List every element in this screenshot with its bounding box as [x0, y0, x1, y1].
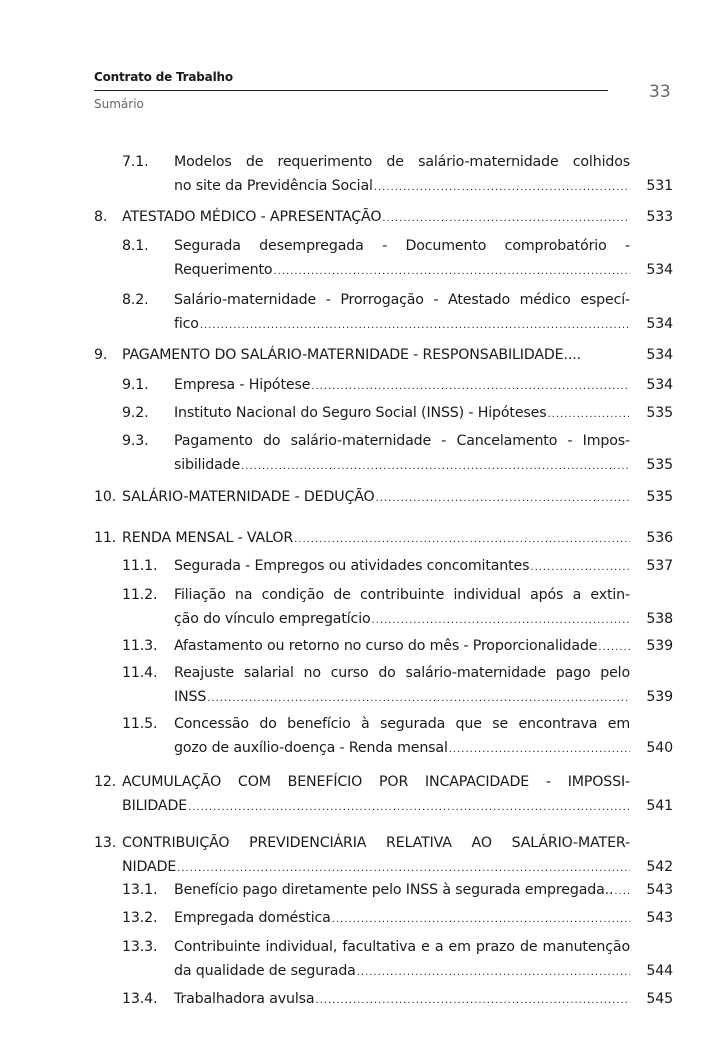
- toc-entry-title: Modelos de requerimento de salário-maternidade colhidos: [174, 154, 630, 170]
- toc-entry-line: [122, 794, 630, 818]
- toc-entry-line: [174, 712, 630, 736]
- toc-entry[interactable]: [0, 234, 728, 282]
- dot-leader: [356, 963, 630, 983]
- dot-leader: [373, 178, 630, 198]
- toc-entry-title: SALÁRIO-MATERNIDADE - DEDUÇÃO: [122, 489, 375, 505]
- toc-entry-title: da qualidade de segurada: [174, 963, 356, 979]
- toc-entry-number: 8.: [94, 209, 108, 225]
- toc-entry-title: Afastamento ou retorno no curso do mês - Proporcionalidade: [174, 638, 598, 654]
- toc-entry-page: 544: [646, 963, 673, 979]
- dot-leader: [381, 209, 630, 229]
- toc-entry-page: 543: [646, 882, 673, 898]
- toc-entry-number: 11.1.: [122, 558, 158, 574]
- dot-leader: [375, 489, 630, 509]
- toc-entry-number: 13.3.: [122, 939, 158, 955]
- toc-entry[interactable]: [0, 831, 728, 879]
- toc-entry-title: Instituto Nacional do Seguro Social (INSS) - Hipóteses: [174, 405, 547, 421]
- toc-entry-page: 535: [646, 457, 673, 473]
- page-number: 33: [649, 82, 671, 102]
- toc-entry[interactable]: [0, 987, 728, 1011]
- toc-entry-line: [174, 906, 630, 930]
- toc-entry-page: 539: [646, 638, 673, 654]
- toc-entry[interactable]: [0, 150, 728, 198]
- toc-entry[interactable]: [0, 554, 728, 578]
- toc-entry-number: 9.: [94, 347, 108, 363]
- toc-entry-title: sibilidade: [174, 457, 241, 473]
- toc-entry-number: 11.5.: [122, 716, 158, 732]
- toc-entry-title: PAGAMENTO DO SALÁRIO-MATERNIDADE - RESPONSABILIDADE....: [122, 347, 581, 363]
- toc-entry-line: [174, 554, 630, 578]
- dot-leader: [206, 689, 630, 709]
- toc-entry-title: Pagamento do salário-maternidade - Cancelamento - Impos-: [174, 433, 630, 449]
- toc-entry-title: Benefício pago diretamente pelo INSS à segurada empregada..: [174, 882, 614, 898]
- toc-entry-line: [174, 583, 630, 607]
- dot-leader: [187, 798, 630, 818]
- toc-entry-number: 11.4.: [122, 665, 158, 681]
- toc-entry-line: [174, 258, 630, 282]
- dot-leader: [546, 405, 630, 425]
- toc-entry-title: Filiação na condição de contribuinte individual após a extin-: [174, 587, 630, 603]
- toc-entry-page: 534: [646, 316, 673, 332]
- toc-entry-page: 534: [646, 262, 673, 278]
- toc-entry-title: Segurada - Empregos ou atividades concomitantes: [174, 558, 530, 574]
- toc-entry-title: no site da Previdência Social: [174, 178, 373, 194]
- toc-entry[interactable]: [0, 526, 728, 550]
- toc-entry-line: [174, 607, 630, 631]
- toc-entry-title: Requerimento: [174, 262, 273, 278]
- toc-entry-number: 9.1.: [122, 377, 149, 393]
- toc-entry-title: Empregada doméstica: [174, 910, 331, 926]
- toc-entry-number: 13.1.: [122, 882, 158, 898]
- toc-entry[interactable]: [0, 401, 728, 425]
- toc-entry[interactable]: [0, 935, 728, 983]
- toc-entry-page: 539: [646, 689, 673, 705]
- dot-leader: [529, 558, 630, 578]
- toc-entry-page: 534: [646, 347, 673, 363]
- toc-entry[interactable]: [0, 205, 728, 229]
- dot-leader: [314, 991, 630, 1011]
- toc-entry-line: [122, 485, 630, 509]
- toc-entry-line: [174, 634, 630, 658]
- toc-entry-page: 543: [646, 910, 673, 926]
- toc-entry-line: [174, 150, 630, 174]
- toc-entry-title: INSS: [174, 689, 207, 705]
- toc-entry-page: 531: [646, 178, 673, 194]
- toc-entry-line: [174, 288, 630, 312]
- toc-entry-title: Empresa - Hipótese: [174, 377, 311, 393]
- toc-entry-number: 8.2.: [122, 292, 149, 308]
- toc-entry-line: [174, 878, 630, 902]
- toc-entry-title: ACUMULAÇÃO COM BENEFÍCIO POR INCAPACIDADE - IMPOSSI-: [122, 774, 630, 790]
- toc-entry-title: fico: [174, 316, 199, 332]
- toc-entry-title: ção do vínculo empregatício: [174, 611, 371, 627]
- toc-entry-page: 533: [646, 209, 673, 225]
- toc-entry-line: [122, 855, 630, 879]
- toc-entry-page: 541: [646, 798, 673, 814]
- toc-entry[interactable]: [0, 288, 728, 336]
- toc-entry-number: 9.3.: [122, 433, 149, 449]
- toc-entry-number: 8.1.: [122, 238, 149, 254]
- toc-entry-line: [174, 401, 630, 425]
- toc-entry-number: 13.4.: [122, 991, 158, 1007]
- toc-entry[interactable]: [0, 712, 728, 760]
- toc-entry-line: [174, 373, 630, 397]
- toc-entry-title: Trabalhadora avulsa: [174, 991, 315, 1007]
- toc-entry-title: CONTRIBUIÇÃO PREVIDENCIÁRIA RELATIVA AO SALÁRIO-MATER-: [122, 835, 630, 851]
- toc-entry-page: 535: [646, 489, 673, 505]
- toc-entry-line: [174, 959, 630, 983]
- toc-entry-line: [174, 685, 630, 709]
- toc-entry-page: 535: [646, 405, 673, 421]
- toc-entry[interactable]: [0, 373, 728, 397]
- toc-entry-number: 9.2.: [122, 405, 149, 421]
- toc-entry[interactable]: [0, 770, 728, 818]
- dot-leader: [310, 377, 630, 397]
- dot-leader: [371, 611, 630, 631]
- toc-entry-line: [174, 429, 630, 453]
- toc-entry-number: 11.: [94, 530, 117, 546]
- toc-entry-line: [122, 831, 630, 855]
- toc-entry-line: [122, 343, 630, 367]
- toc-entry-page: 534: [646, 377, 673, 393]
- toc-entry-number: 12.: [94, 774, 117, 790]
- toc-entry[interactable]: [0, 661, 728, 709]
- toc-entry-page: 537: [646, 558, 673, 574]
- book-title: Contrato de Trabalho: [94, 70, 233, 84]
- dot-leader: [331, 910, 630, 930]
- toc-entry[interactable]: [0, 583, 728, 631]
- toc-entry-line: [122, 526, 630, 550]
- toc-entry-page: 538: [646, 611, 673, 627]
- toc-entry-title: gozo de auxílio-doença - Renda mensal: [174, 740, 448, 756]
- toc-entry-line: [174, 661, 630, 685]
- toc-entry-line: [174, 453, 630, 477]
- toc-entry-number: 13.: [94, 835, 117, 851]
- dot-leader: [240, 457, 630, 477]
- toc-entry-number: 7.1.: [122, 154, 149, 170]
- toc-entry-line: [122, 770, 630, 794]
- toc-entry-page: 545: [646, 991, 673, 1007]
- toc-entry-title: NIDADE: [122, 859, 177, 875]
- toc-entry-title: Concessão do benefício à segurada que se encontrava em: [174, 716, 630, 732]
- toc-entry-number: 11.3.: [122, 638, 158, 654]
- toc-entry-title: Contribuinte individual, facultativa e a em prazo de manutenção: [174, 939, 630, 955]
- toc-entry[interactable]: [0, 634, 728, 658]
- section-label: Sumário: [94, 97, 144, 111]
- dot-leader: [176, 859, 630, 879]
- toc-entry-title: Salário-maternidade - Prorrogação - Atestado médico especí-: [174, 292, 630, 308]
- toc-entry-title: Segurada desempregada - Documento comprobatório -: [174, 238, 630, 254]
- toc-entry-line: [174, 234, 630, 258]
- toc-entry-number: 13.2.: [122, 910, 158, 926]
- toc-entry[interactable]: [0, 906, 728, 930]
- toc-entry-line: [174, 987, 630, 1011]
- toc-entry-title: BILIDADE: [122, 798, 188, 814]
- toc-entry[interactable]: [0, 878, 728, 902]
- dot-leader: [199, 316, 630, 336]
- toc-entry[interactable]: [0, 429, 728, 477]
- toc-entry[interactable]: [0, 343, 728, 367]
- toc-entry-page: 542: [646, 859, 673, 875]
- toc-entry-number: 10.: [94, 489, 117, 505]
- dot-leader: [272, 262, 630, 282]
- toc-entry[interactable]: [0, 485, 728, 509]
- dot-leader: [293, 530, 630, 550]
- toc-entry-line: [174, 312, 630, 336]
- toc-entry-title: RENDA MENSAL - VALOR: [122, 530, 294, 546]
- toc-entry-line: [174, 736, 630, 760]
- toc-entry-title: Reajuste salarial no curso do salário-maternidade pago pelo: [174, 665, 630, 681]
- toc-entry-line: [174, 935, 630, 959]
- toc-entry-line: [174, 174, 630, 198]
- toc-entry-page: 540: [646, 740, 673, 756]
- dot-leader: [448, 740, 630, 760]
- toc-entry-page: 536: [646, 530, 673, 546]
- toc-entry-number: 11.2.: [122, 587, 158, 603]
- toc-entry-line: [122, 205, 630, 229]
- toc-entry-title: ATESTADO MÉDICO - APRESENTAÇÃO: [122, 209, 382, 225]
